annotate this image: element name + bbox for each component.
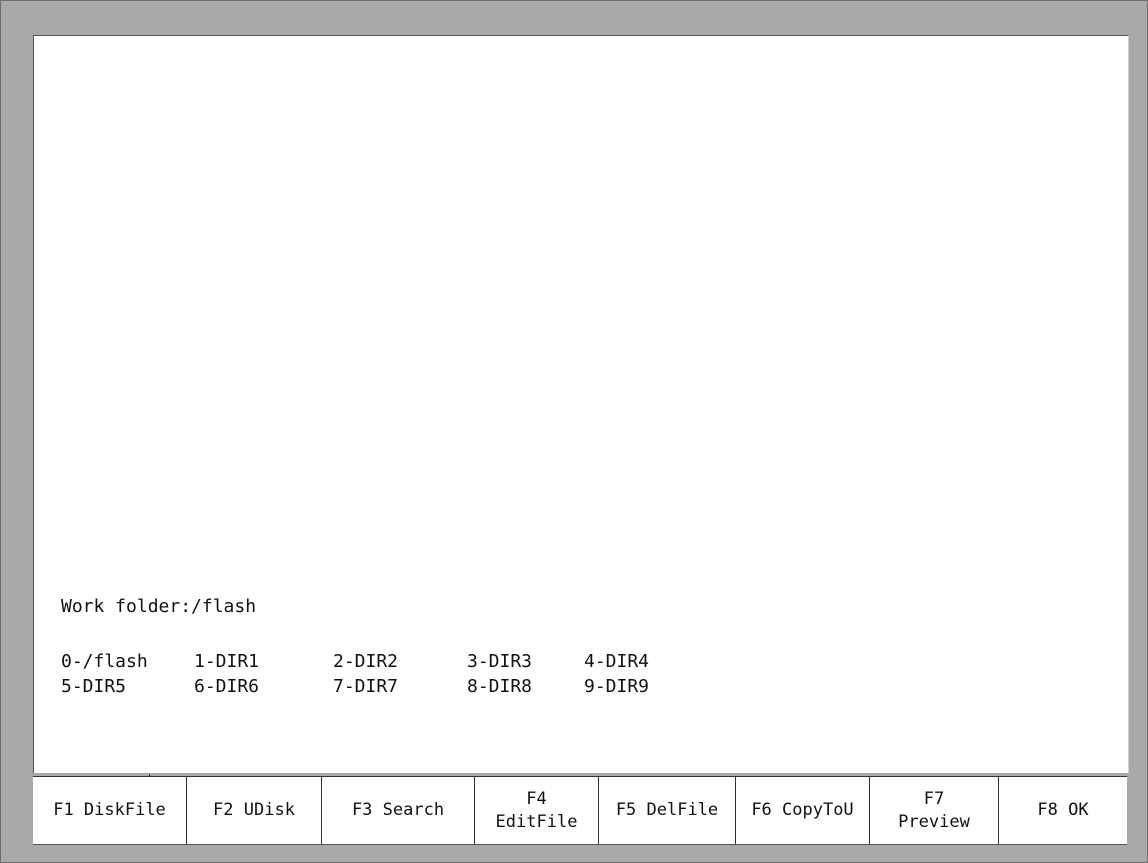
file-browser-screen	[33, 35, 1129, 773]
f4-editfile-button[interactable]: F4 EditFile	[474, 777, 598, 844]
f6-copytou-button[interactable]: F6 CopyToU	[735, 777, 869, 844]
directory-item-7[interactable]: 7-DIR7	[333, 676, 399, 697]
work-folder-label: Work folder:/flash	[61, 596, 257, 617]
f2-udisk-button[interactable]: F2 UDisk	[186, 777, 321, 844]
f3-search-button[interactable]: F3 Search	[321, 777, 474, 844]
f5-delfile-button[interactable]: F5 DelFile	[598, 777, 735, 844]
directory-row-2	[61, 676, 650, 698]
directory-item-1[interactable]: 1-DIR1	[194, 651, 260, 672]
f7-preview-button[interactable]: F7 Preview	[869, 777, 998, 844]
function-key-bar	[33, 776, 1127, 845]
directory-item-4[interactable]: 4-DIR4	[584, 651, 650, 672]
directory-item-6[interactable]: 6-DIR6	[194, 676, 260, 697]
f8-ok-button[interactable]: F8 OK	[998, 777, 1127, 844]
directory-row-1	[61, 651, 650, 673]
directory-item-8[interactable]: 8-DIR8	[467, 676, 533, 697]
directory-item-0[interactable]: 0-/flash	[61, 651, 148, 672]
directory-item-9[interactable]: 9-DIR9	[584, 676, 650, 697]
directory-item-5[interactable]: 5-DIR5	[61, 676, 127, 697]
directory-item-3[interactable]: 3-DIR3	[467, 651, 533, 672]
f1-diskfile-button[interactable]: F1 DiskFile	[53, 800, 166, 820]
directory-item-2[interactable]: 2-DIR2	[333, 651, 399, 672]
